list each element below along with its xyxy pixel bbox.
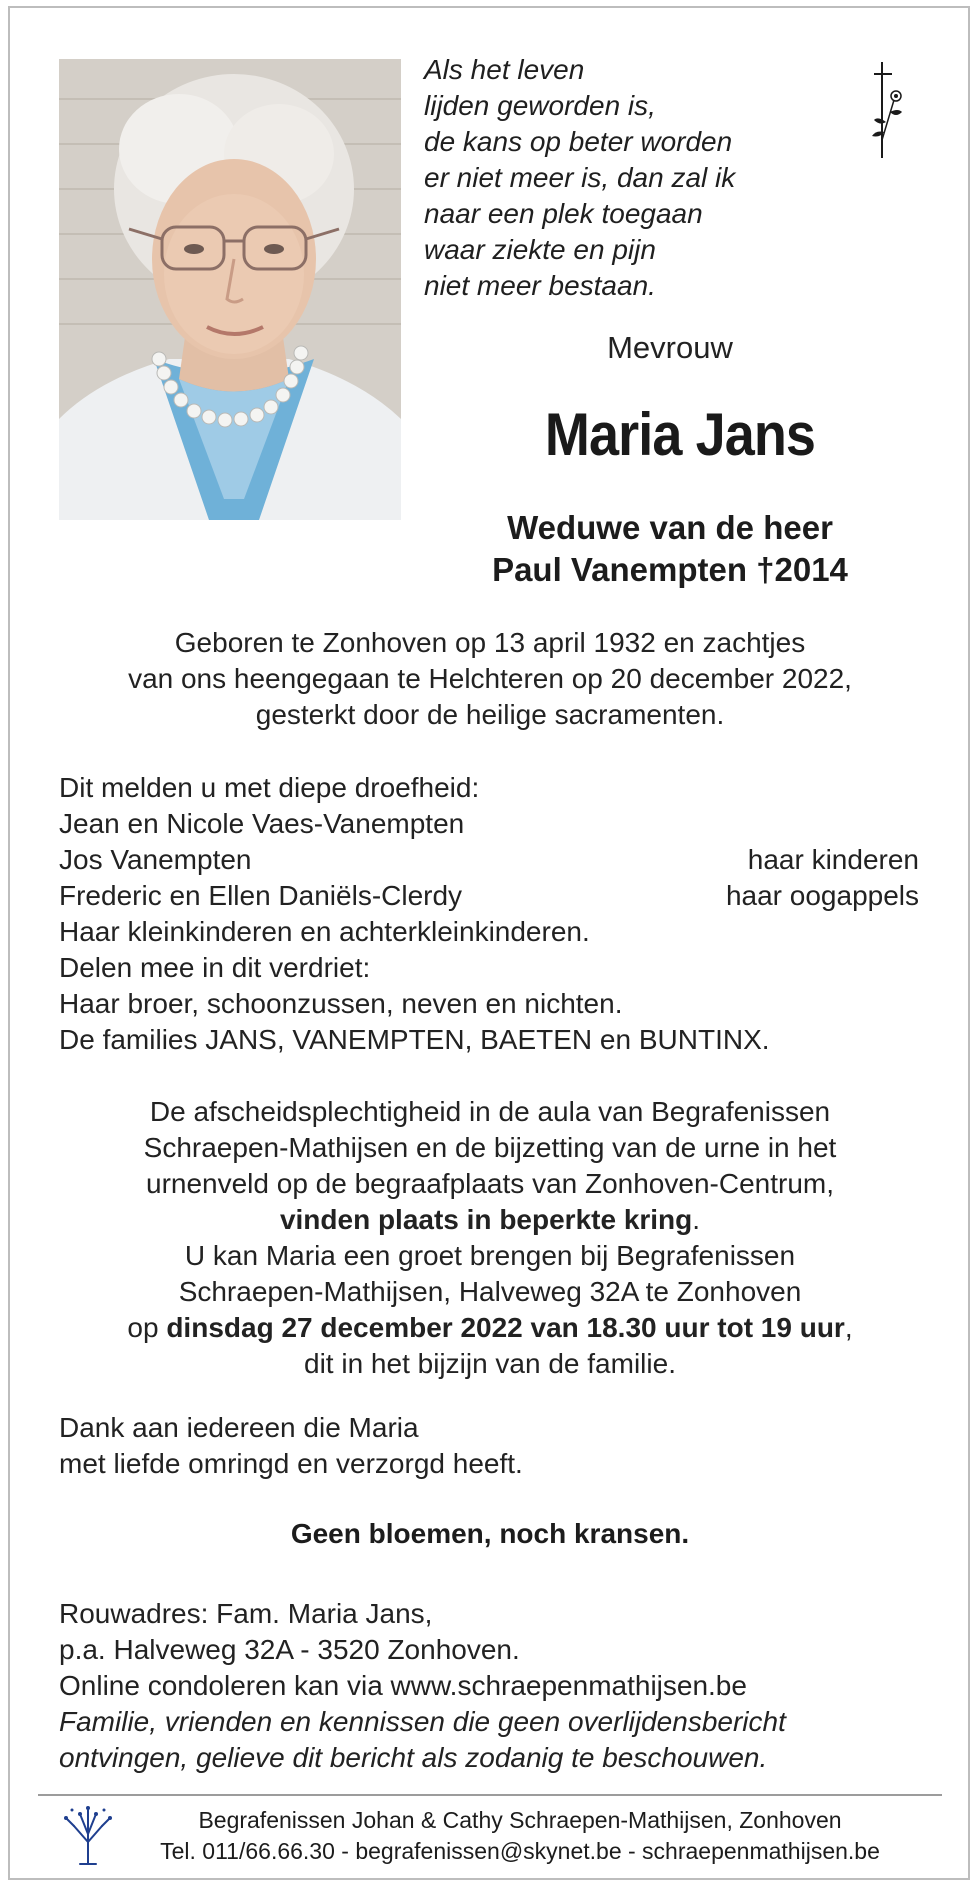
ceremony-line [0,1310,980,1346]
funeral-home-contact[interactable]: Tel. 011/66.66.30 - begrafenissen@skynet.be - schraepenmathijsen.be [160,1838,880,1864]
cross-with-rose-icon [868,60,908,160]
widow-line: Weduwe van de heer [507,509,833,546]
poem-line: naar een plek toegaan [424,198,703,229]
ceremony-line: Schraepen-Mathijsen en de bijzetting van de urne in het [143,1132,837,1163]
notice-line: Familie, vrienden en kennissen die geen overlijdensbericht [59,1706,786,1737]
thanks-line: Dank aan iedereen die Maria [59,1412,419,1443]
poem-line: er niet meer is, dan zal ik [424,162,736,193]
ceremony-line [0,1202,980,1238]
punctuation: . [692,1204,701,1235]
ceremony-line: U kan Maria een groet brengen bij Begrafenissen [184,1240,796,1271]
widow-line: Paul Vanempten †2014 [492,551,848,588]
ceremony-text [0,1094,980,1382]
poem-line: niet meer bestaan. [424,270,656,301]
honorific: Mevrouw [607,330,733,365]
poem [424,52,844,304]
tree-logo-icon [60,1802,116,1866]
portrait-photo [59,59,401,520]
visit-datetime: dinsdag 27 december 2022 van 18.30 uur tot 19 uur [166,1312,845,1343]
funeral-home-footer [120,1805,920,1867]
relation-label: haar oogappels [725,880,919,911]
birth-death-text [0,625,980,733]
thanks-text [59,1410,523,1482]
thanks-line: met liefde omringd en verzorgd heeft. [59,1448,523,1479]
no-flowers-notice: Geen bloemen, noch kransen. [290,1518,690,1549]
birth-line: gesterkt door de heilige sacramenten. [255,699,725,730]
mourner-line: Frederic en Ellen Daniëls-Clerdy [59,880,463,911]
ceremony-emphasis: vinden plaats in beperkte kring [279,1204,693,1235]
relation-label: haar kinderen [747,844,919,875]
mourner-row [59,878,919,914]
ceremony-line: dit in het bijzijn van de familie. [304,1348,676,1379]
punctuation: , [844,1312,853,1343]
address-line: p.a. Halveweg 32A - 3520 Zonhoven. [59,1634,520,1665]
mourning-address [59,1596,939,1776]
notice-line: ontvingen, gelieve dit bericht als zodanig te beschouwen. [59,1742,768,1773]
mourners-list [59,770,919,1058]
condolence-link-line[interactable]: Online condoleren kan via www.schraepenmathijsen.be [59,1670,747,1701]
ceremony-line: De afscheidsplechtigheid in de aula van Begrafenissen [149,1096,831,1127]
poem-line: waar ziekte en pijn [424,234,656,265]
mourner-line: Jos Vanempten [59,844,252,875]
footer-divider [38,1794,942,1796]
ceremony-prefix: op [127,1312,167,1343]
birth-line: van ons heengegaan te Helchteren op 20 december 2022, [128,663,852,694]
poem-line: de kans op beter worden [424,126,733,157]
mourner-line: Jean en Nicole Vaes-Vanempten [59,808,465,839]
ceremony-line: Schraepen-Mathijsen, Halveweg 32A te Zonhoven [178,1276,802,1307]
deceased-name: Maria Jans [544,401,816,468]
address-line: Rouwadres: Fam. Maria Jans, [59,1598,433,1629]
mourner-line: De families JANS, VANEMPTEN, BAETEN en BUNTINX. [59,1024,770,1055]
mourner-row [59,842,919,878]
poem-line: lijden geworden is, [424,90,656,121]
poem-line: Als het leven [424,54,585,85]
mourners-intro: Dit melden u met diepe droefheid: [59,772,480,803]
funeral-home-name: Begrafenissen Johan & Cathy Schraepen-Mathijsen, Zonhoven [198,1807,842,1833]
mourner-line: Haar broer, schoonzussen, neven en nichten. [59,988,623,1019]
widow-of [440,507,900,591]
mourner-line: Haar kleinkinderen en achterkleinkinderen. [59,916,590,947]
ceremony-line: urnenveld op de begraafplaats van Zonhoven-Centrum, [146,1168,834,1199]
mourner-line: Delen mee in dit verdriet: [59,952,371,983]
birth-line: Geboren te Zonhoven op 13 april 1932 en zachtjes [174,627,806,658]
